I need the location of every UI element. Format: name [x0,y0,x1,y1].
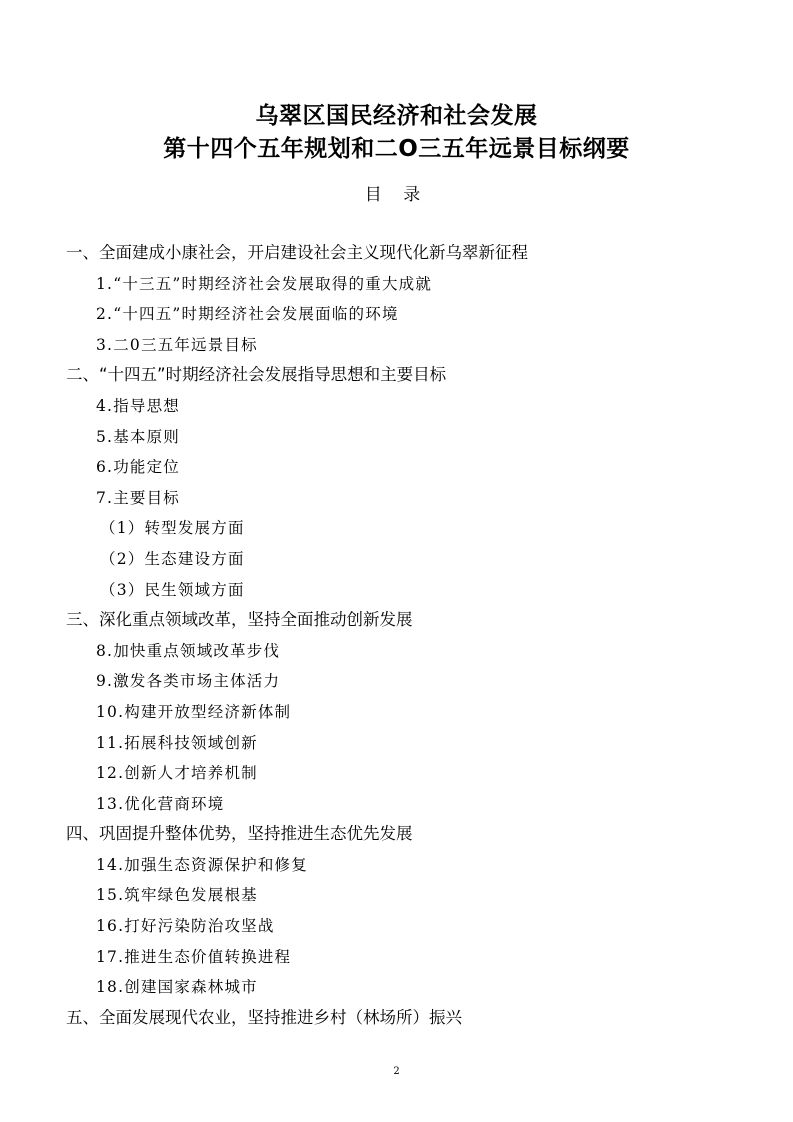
toc-section[interactable]: 一、全面建成小康社会，开启建设社会主义现代化新乌翠新征程 [66,243,528,262]
toc-item[interactable]: 4.指导思想 [96,396,180,415]
document-title-line2: 第十四个五年规划和二O三五年远景目标纲要 [163,136,630,163]
toc-item[interactable]: 16.打好污染防治攻坚战 [96,917,275,936]
page-number: 2 [393,1066,400,1077]
toc-subitem[interactable]: （2）生态建设方面 [100,549,245,568]
toc-item[interactable]: 5.基本原则 [96,427,180,446]
toc-item[interactable]: 2.“十四五”时期经济社会发展面临的环境 [96,305,399,324]
toc-item[interactable]: 7.主要目标 [96,488,180,507]
toc-item[interactable]: 15.筑牢绿色发展根基 [96,886,258,905]
toc-item[interactable]: 6.功能定位 [96,458,180,477]
document-title-line1: 乌翠区国民经济和社会发展 [255,103,538,130]
toc-item[interactable]: 9.激发各类市场主体活力 [96,672,281,691]
toc-item[interactable]: 10.构建开放型经济新体制 [96,702,292,721]
toc-item[interactable]: 14.加强生态资源保护和修复 [96,855,308,874]
toc-section[interactable]: 二、“十四五”时期经济社会发展指导思想和主要目标 [66,365,447,385]
toc-section[interactable]: 四、巩固提升整体优势，坚持推进生态优先发展 [66,824,413,844]
toc-item[interactable]: 18.创建国家森林城市 [96,978,258,997]
toc-heading: 目 录 [364,185,429,205]
table-of-contents [0,238,793,1033]
toc-section[interactable]: 三、深化重点领域改革，坚持全面推动创新发展 [66,610,413,630]
toc-item[interactable]: 12.创新人才培养机制 [96,764,258,783]
toc-subitem[interactable]: （3）民生领域方面 [100,580,245,599]
toc-item[interactable]: 13.优化营商环境 [96,794,225,813]
toc-item[interactable]: 8.加快重点领域改革步伐 [96,641,281,660]
toc-item[interactable]: 17.推进生态价值转换进程 [96,947,292,966]
toc-item[interactable]: 1.“十三五”时期经济社会发展取得的重大成就 [96,274,433,293]
toc-item[interactable]: 3.二0三五年远景目标 [96,335,258,354]
toc-item[interactable]: 11.拓展科技领域创新 [96,733,258,752]
toc-subitem[interactable]: （1）转型发展方面 [100,519,245,538]
toc-section[interactable]: 五、全面发展现代农业，坚持推进乡村（林场所）振兴 [66,1007,462,1027]
